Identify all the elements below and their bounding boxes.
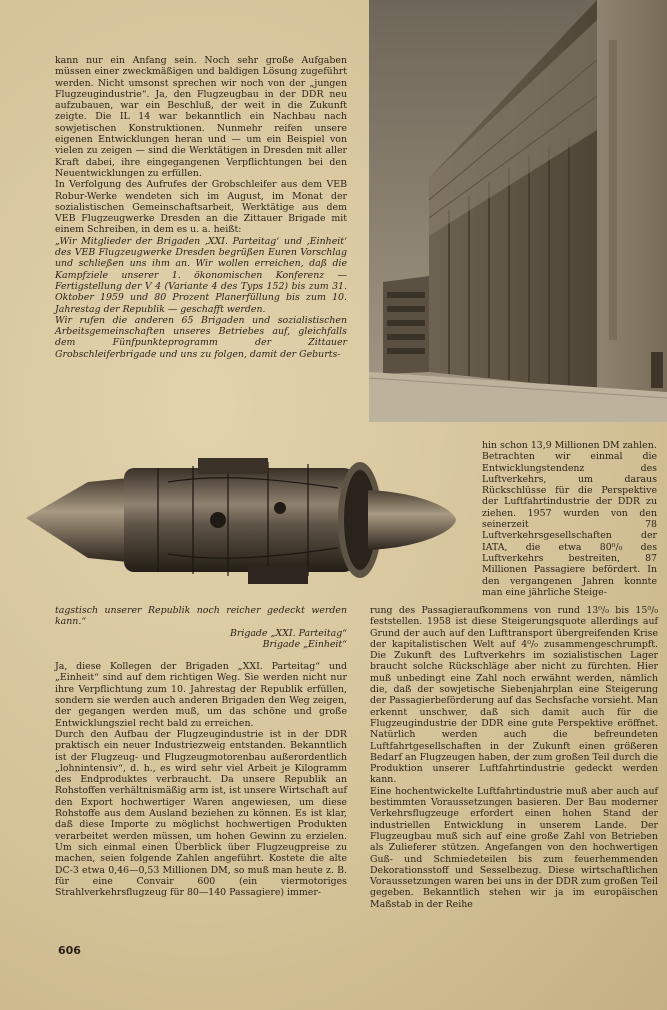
right-column-bottom [370,605,658,910]
quoted-letter: Wir rufen die anderen 65 Brigaden und sozialistischen Arbeitsgemeinschaften unseres Betriebes auf, gleichfalls dem Fünfpunkteprogramm der Zittauer Grobschleiferbrigade und uns zu folgen, damit der Geburts- [55,314,347,360]
right-column-top [482,440,657,598]
signature: Brigade „XXI. Parteitag“ [229,627,347,639]
left-column-top [55,55,347,360]
paragraph: hin schon 13,9 Millionen DM zahlen. [482,440,657,451]
paragraph: Ja, diese Kollegen der Brigaden „XXI. Parteitag“ und „Einheit“ sind auf dem richtigen Weg. Sie werden nicht nur ihre Verpflichtung zum 10. Jahrestag der Republik erfüllen, sondern sie werden auch anderen Brigaden den Weg zeigen, der gegangen werden muß, um das schöne und große Entwicklungsziel recht bald zu erreichen. [55,661,347,729]
paragraph: rung des Passagieraufkommens von rund 13⁰/₀ bis 15⁰/₀ feststellen. 1958 ist diese Steigerungsquote allerdings auf Grund der auch auf den Lufttransport übergreifenden Krise der kapitalistischen Welt auf 4⁰/₀ zusammengeschrumpft. Die Zukunft des Luftverkehrs im sozialistischen Lager braucht solche Rückschläge aber nicht zu fürchten. Hier muß unbedingt eine Zahl noch erwähnt werden, nämlich die, daß der sowjetische Siebenjahrplan eine Steigerung der Passagierbeförderung auf das Sechsfache vorsieht. Man erkennt unschwer, daß sich damit auch für die Flugzeugindustrie der DDR eine gute Perspektive eröffnet. Natürlich werden auch die befreundeten Luftfahrtgesellschaften in der Zukunft einen größeren Bedarf an Flugzeugen haben, der zum großen Teil durch die Produktion unserer Luftfahrtindustrie gedeckt werden kann. [370,605,658,786]
left-column-bottom [55,605,347,898]
hangar-building-photo [369,0,667,422]
paragraph: Betrachten wir einmal die Entwicklungstendenz des Luftverkehrs, um daraus Rückschlüsse für die Perspektive der Luftfahrtindustrie der DDR zu ziehen. 1957 wurden von den seinerzeit 78 Luftverkehrsgesellschaften der IATA, die etwa 80⁰/₀ des Luftverkehrs bestreiten, 87 Millionen Passagiere befördert. In den vergangenen Jahren konnte man eine jährliche Steige- [482,451,657,598]
paragraph: Eine hochentwickelte Luftfahrtindustrie muß aber auch auf bestimmten Voraussetzungen basieren. Der Bau moderner Verkehrsflugzeuge erfordert einen hohen Stand der industriellen Entwicklung in unserem Lande. Der Flugzeugbau muß sich auf eine große Zahl von Betrieben als Zulieferer stützen. Angefangen von den hochwertigen Guß- und Schmiedeteilen bis zum feuerhemmenden Dekorationsstoff und Sesselbezug. Diese wirtschaftlichen Voraussetzungen waren bei uns in der DDR zum großen Teil gegeben. Bekanntlich stehen wir ja im europäischen Maßstab in der Reihe [370,785,658,910]
page-number: 606 [58,944,81,957]
signature: Brigade „Einheit“ [262,638,347,650]
quoted-letter: tagstisch unserer Republik noch reicher gedeckt werden kann.“ [55,605,347,628]
paragraph: In Verfolgung des Aufrufes der Grobschleifer aus dem VEB Robur-Werke wendeten sich im August, im Monat der sozialistischen Gemeinschaftsarbeit, Werktätige aus dem VEB Flugzeugwerke Dresden an die Zittauer Brigade mit einem Schreiben, in dem es u. a. heißt: [55,179,347,236]
paragraph: Durch den Aufbau der Flugzeugindustrie ist in der DDR praktisch ein neuer Industriezweig entstanden. Bekanntlich ist der Flugzeug- und Flugzeugmotorenbau außerordentlich „lohnintensiv“, d. h., es wird sehr viel Arbeit je Kilogramm des Endproduktes verbraucht. Da unsere Republik an Rohstoffen verhältnismäßig arm ist, ist unsere Wirtschaft auf den Export hochwertiger Waren angewiesen, um diese Rohstoffe aus dem Ausland beziehen zu können. Es ist klar, daß diese Importe zu möglichst hochwertigen Produkten verarbeitet werden müssen, um hohen Gewinn zu erzielen. Um sich einmal einen Überblick über Flugzeugpreise zu machen, seien folgende Zahlen angeführt. Kostete die alte DC-3 etwa 0,46—0,53 Millionen DM, so muß man heute z. B. für eine Convair 600 (ein viermotoriges Strahlverkehrsflugzeug für 80—140 Passagiere) immer- [55,728,347,899]
quoted-letter: „Wir Mitglieder der Brigaden ,XXI. Parteitag‘ und ,Einheit‘ des VEB Flugzeugwerke Dresden begrüßen Euren Vorschlag und schließen uns ihm an. Wir wollen erreichen, daß die Kampfziele unserer 1. ökonomischen Konferenz — Fertigstellung der V 4 (Variante 4 des Typs 152) bis zum 31. Oktober 1959 und 80 Prozent Planerfüllung bis zum 10. Jahrestag der Republik — geschafft werden. [55,235,347,315]
jet-engine-photo [18,438,462,598]
paragraph: kann nur ein Anfang sein. Noch sehr große Aufgaben müssen einer zweckmäßigen und baldigen Lösung zugeführt werden. Nicht umsonst sprechen wir noch von der „jungen Flugzeugindustrie“. Ja, den Flugzeugbau in der DDR neu aufzubauen, war ein Beschluß, der weit in die Zukunft zeigte. Die IL 14 war bekanntlich ein Nachbau nach sowjetischen Konstruktionen. Nunmehr reifen unsere eigenen Entwicklungen heran und — um ein Beispiel von vielen zu zeigen — sind die Werktätigen in Dresden mit aller Kraft dabei, ihre eingegangenen Verpflichtungen bei den Neuentwicklungen zu erfüllen. [55,55,347,179]
